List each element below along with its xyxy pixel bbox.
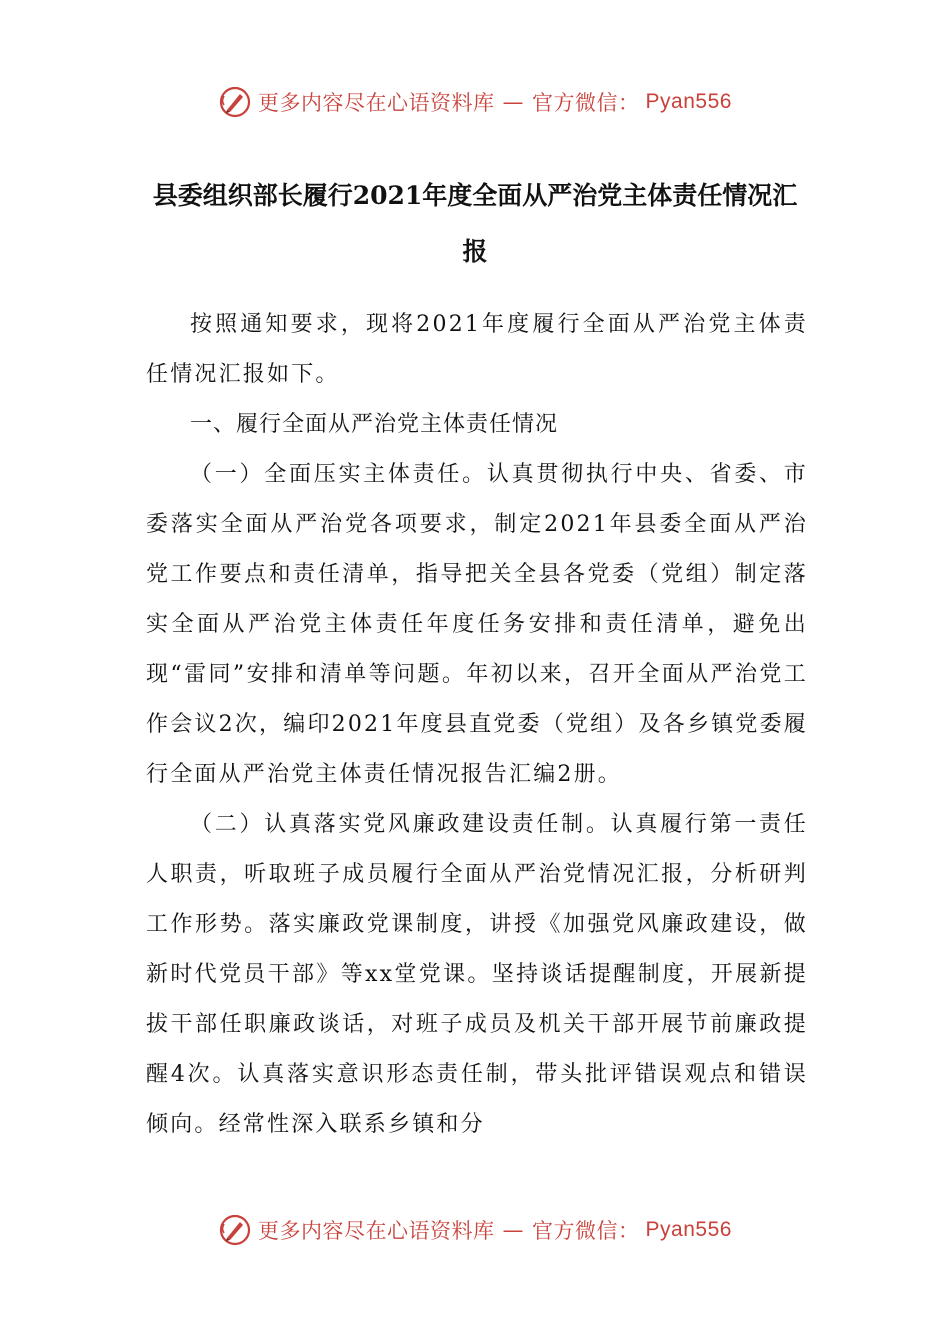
pen-logo-icon <box>218 85 252 119</box>
item-2-lead: （二）认真落实党风廉政建设责任制。 <box>190 812 611 837</box>
watermark-wechat-label: 官方微信： <box>532 91 640 115</box>
watermark-header <box>0 82 950 122</box>
item-2-body: 认真履行第一责任人职责，听取班子成员履行全面从严治党情况汇报，分析研判工作形势。落实廉政党课制度，讲授《加强党风廉政建设，做新时代党员干部》等xx堂党课。坚持谈话提醒制度，开展新提拔干部任职廉政谈话，对班子成员及机关干部开展节前廉政提醒4次。认真落实意识形态责任制，带头批评错误观点和错误倾向。经常性深入联系乡镇和分 <box>146 812 808 1137</box>
watermark-wechat-id: Pyan556 <box>645 1218 732 1241</box>
title-line-1: 县委组织部长履行2021年度全面从严治党主体责任情况汇 <box>152 181 798 210</box>
watermark-text: 更多内容尽在心语资料库 <box>258 1219 495 1243</box>
watermark-separator: — <box>502 1218 525 1242</box>
document-title <box>140 168 810 280</box>
watermark-text: 更多内容尽在心语资料库 <box>258 91 495 115</box>
watermark-wechat-label: 官方微信： <box>532 1219 640 1243</box>
watermark-footer <box>0 1210 950 1250</box>
section-heading: 一、履行全面从严治党主体责任情况 <box>190 412 559 437</box>
item-1-lead: （一）全面压实主体责任。 <box>190 462 487 487</box>
watermark-wechat-id: Pyan556 <box>645 90 732 113</box>
title-line-2: 报 <box>462 237 488 266</box>
pen-logo-icon <box>218 1213 252 1247</box>
document-body <box>146 300 808 1150</box>
item-1-paragraph <box>146 450 808 800</box>
watermark-separator: — <box>502 90 525 114</box>
intro-paragraph: 按照通知要求，现将2021年度履行全面从严治党主体责任情况汇报如下。 <box>146 312 808 387</box>
item-1-body: 认真贯彻执行中央、省委、市委落实全面从严治党各项要求，制定2021年县委全面从严治党工作要点和责任清单，指导把关全县各党委（党组）制定落实全面从严治党主体责任年度任务安排和责任清单，避免出现“雷同”安排和清单等问题。年初以来，召开全面从严治党工作会议2次，编印2021年度县直党委（党组）及各乡镇党委履行全面从严治党主体责任情况报告汇编2册。 <box>146 462 808 787</box>
item-2-paragraph <box>146 800 808 1150</box>
